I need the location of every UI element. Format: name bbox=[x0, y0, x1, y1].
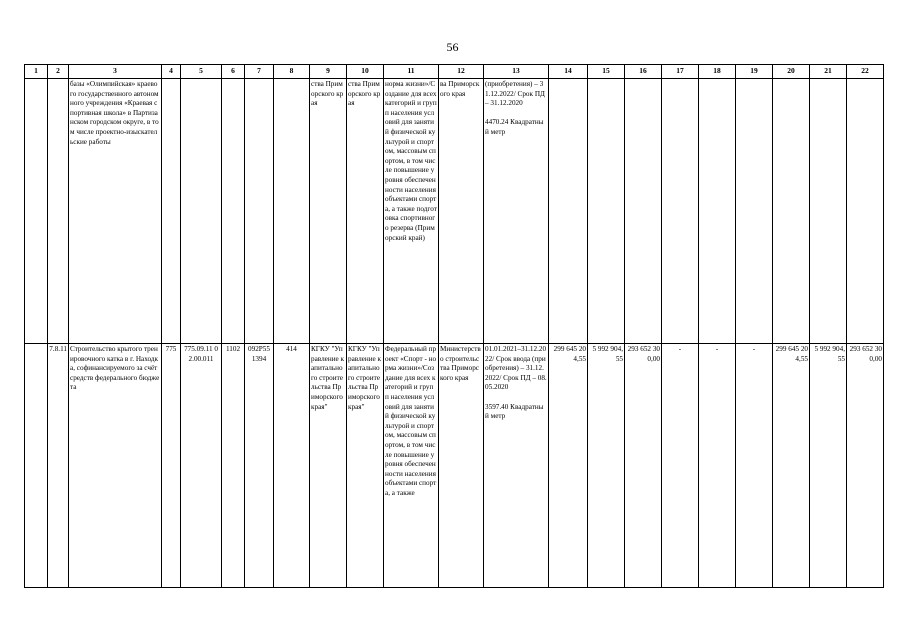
column-header: 6 bbox=[222, 65, 245, 79]
table-cell bbox=[48, 79, 69, 344]
column-header: 9 bbox=[310, 65, 347, 79]
column-header: 22 bbox=[847, 65, 884, 79]
table-cell bbox=[588, 79, 625, 344]
page-number: 56 bbox=[446, 40, 459, 54]
table-cell: ва Приморского края bbox=[439, 79, 484, 344]
table-cell: 1102 bbox=[222, 344, 245, 588]
table-cell: ства Приморского края bbox=[347, 79, 384, 344]
table-cell bbox=[222, 79, 245, 344]
column-header: 21 bbox=[810, 65, 847, 79]
column-header: 14 bbox=[549, 65, 588, 79]
table-cell: 01.01.2021–31.12.2022/ Срок ввода (приобретения) – 31.12.2022/ Срок ПД – 08.05.2020 3597.40 Квадратный метр bbox=[484, 344, 549, 588]
table-cell bbox=[245, 79, 274, 344]
data-table bbox=[24, 64, 884, 588]
table-cell bbox=[25, 79, 48, 344]
table-row bbox=[25, 344, 884, 588]
table-cell: КГКУ "Управление капитального строительства Приморского края" bbox=[347, 344, 384, 588]
table-cell: норма жизни»/Создание для всех категорий и групп населения условий для занятий физической культурой и спортом, массовым спортом, в том числе повышение уровня обеспеченности населения объектами спорта, а также подготовка спортивного резерва (Приморский край) bbox=[384, 79, 439, 344]
table-cell: Федеральный проект «Спорт - норма жизни»/Создание для всех категорий и групп населения условий для занятий физической культурой и спортом, массовым спортом, в том числе повышение уровня обеспеченности населения объектами спорта, а также bbox=[384, 344, 439, 588]
table-cell: ства Приморского края bbox=[310, 79, 347, 344]
table-cell: КГКУ "Управление капитального строительства Приморского края" bbox=[310, 344, 347, 588]
table-cell: - bbox=[699, 344, 736, 588]
column-header: 17 bbox=[662, 65, 699, 79]
table-cell: 775.09.11 02.00.011 bbox=[181, 344, 222, 588]
table-cell: Строительство крытого тренировочного катка в г. Находка, софинансируемого за счёт средств федерального бюджета bbox=[69, 344, 162, 588]
column-header: 7 bbox=[245, 65, 274, 79]
table-cell bbox=[181, 79, 222, 344]
table-cell: 293 652 300,00 bbox=[847, 344, 884, 588]
table-cell bbox=[699, 79, 736, 344]
table-cell: (приобретения) – 31.12.2022/ Срок ПД – 31.12.2020 4470.24 Квадратный метр bbox=[484, 79, 549, 344]
column-header: 10 bbox=[347, 65, 384, 79]
table-cell bbox=[25, 344, 48, 588]
column-header: 5 bbox=[181, 65, 222, 79]
table-cell bbox=[662, 79, 699, 344]
column-header: 20 bbox=[773, 65, 810, 79]
column-header: 12 bbox=[439, 65, 484, 79]
table-cell: 5 992 904,55 bbox=[588, 344, 625, 588]
table-cell: 5 992 904,55 bbox=[810, 344, 847, 588]
column-header: 3 bbox=[69, 65, 162, 79]
table-cell: 775 bbox=[162, 344, 181, 588]
table-cell: 299 645 204,55 bbox=[549, 344, 588, 588]
table-cell: Министерство строительства Приморского края bbox=[439, 344, 484, 588]
column-header: 18 bbox=[699, 65, 736, 79]
table-cell: базы «Олимпийская» краевого государственного автономного учреждения «Краевая спортивная школа» в Партизанском городском округе, в том числе проектно-изыскательские работы bbox=[69, 79, 162, 344]
column-header: 11 bbox=[384, 65, 439, 79]
table-cell bbox=[162, 79, 181, 344]
table-cell bbox=[736, 79, 773, 344]
column-header: 8 bbox=[274, 65, 310, 79]
header-row bbox=[25, 65, 884, 79]
column-header: 13 bbox=[484, 65, 549, 79]
table-cell bbox=[274, 79, 310, 344]
table-cell: 299 645 204,55 bbox=[773, 344, 810, 588]
table-row bbox=[25, 79, 884, 344]
table-cell: - bbox=[662, 344, 699, 588]
table-cell bbox=[773, 79, 810, 344]
column-header: 2 bbox=[48, 65, 69, 79]
column-header: 4 bbox=[162, 65, 181, 79]
column-header: 16 bbox=[625, 65, 662, 79]
column-header: 15 bbox=[588, 65, 625, 79]
table-cell bbox=[625, 79, 662, 344]
table-cell: 414 bbox=[274, 344, 310, 588]
table-cell: 092Р55 1394 bbox=[245, 344, 274, 588]
table-cell bbox=[847, 79, 884, 344]
table-cell bbox=[549, 79, 588, 344]
table-cell: 293 652 300,00 bbox=[625, 344, 662, 588]
table-cell: - bbox=[736, 344, 773, 588]
table-cell: 7.8.11 bbox=[48, 344, 69, 588]
column-header: 19 bbox=[736, 65, 773, 79]
column-header: 1 bbox=[25, 65, 48, 79]
table-cell bbox=[810, 79, 847, 344]
